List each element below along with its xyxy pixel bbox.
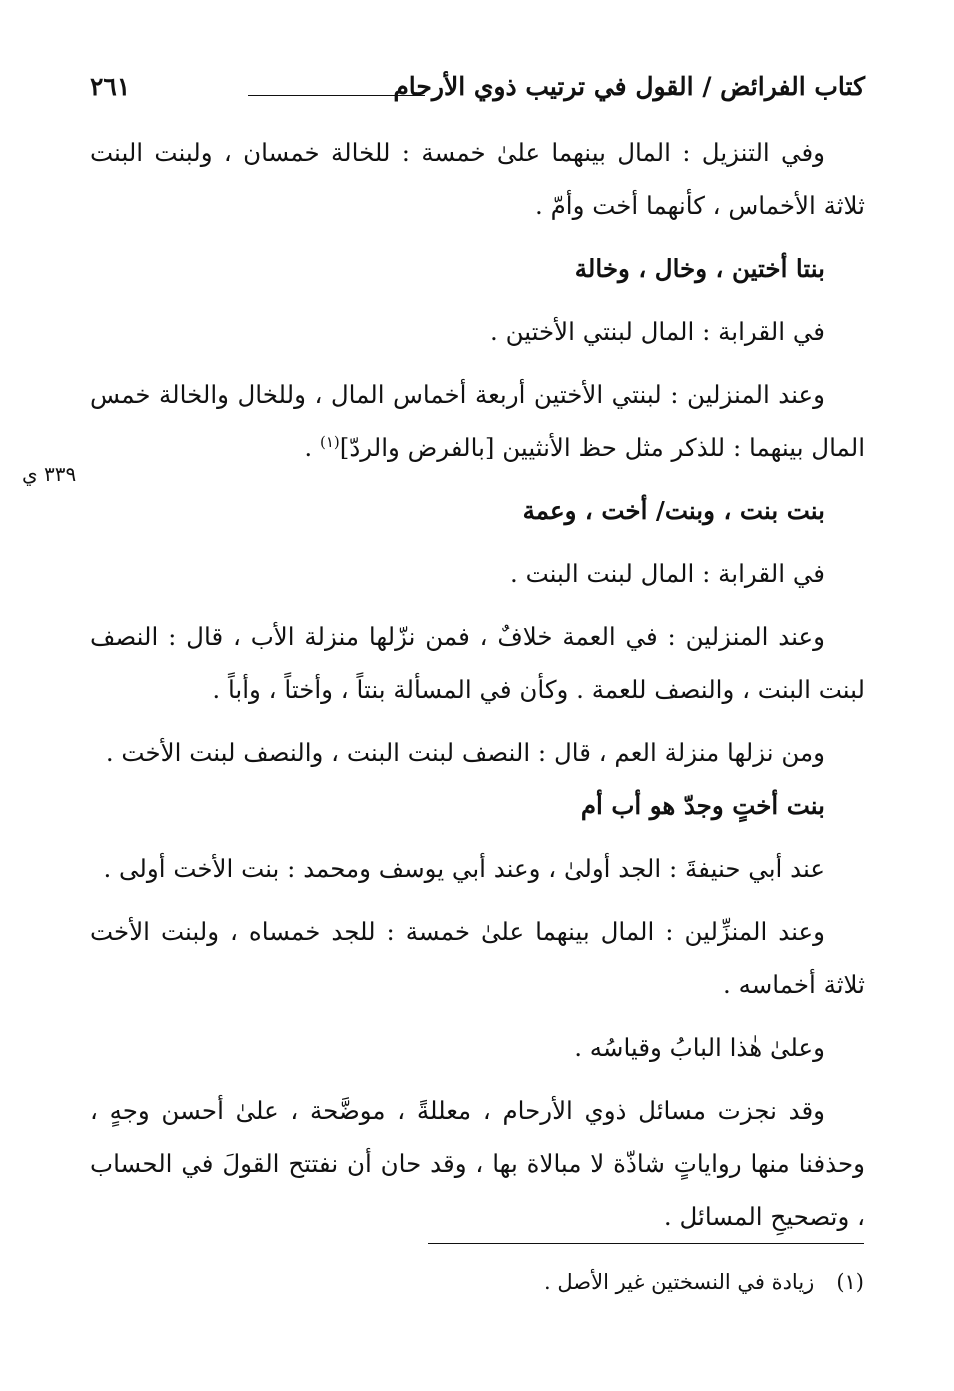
heading-text: بنت بنت ، وبنت/ أخت ، وعمة [522, 496, 825, 525]
paragraph [90, 842, 865, 895]
paragraph [90, 726, 865, 779]
footnote-text: زيادة في النسختين غير الأصل . [544, 1270, 815, 1294]
paragraph-text: وعند المنزلين : لبنتي الأختين أربعة أخماس المال ، وللخال والخالة خمس المال بينهما : للذكر مثل حظ الأنثيين [بالفرض والردّ] [90, 380, 865, 462]
paragraph-text: وعند المنزلين : في العمة خلافٌ ، فمن نزّلها منزلة الأب ، قال : النصف لبنت البنت ، والنصف للعمة . وكأن في المسألة بنتاً ، وأختاً ، وأباً . [90, 622, 865, 704]
paragraph-text: وفي التنزيل : المال بينهما علىٰ خمسة : للخالة خمسان ، ولبنت البنت ثلاثة الأخماس ، كأنهما أخت وأمّ . [90, 138, 865, 220]
paragraph [90, 126, 865, 232]
margin-note: ٣٣٩ ي [22, 462, 77, 486]
paragraph-tail: . [304, 433, 320, 462]
paragraph-text: وقد نجزت مسائل ذوي الأرحام ، معللةً ، موضَّحة ، علىٰ أحسن وجهٍ ، وحذفنا منها رواياتٍ شاذّة لا مبالاة بها ، وقد حان أن نفتتح القولَ في الحساب ، وتصحيحِ المسائل . [90, 1096, 865, 1231]
header-title: كتاب الفرائض / القول في ترتيب ذوي الأرحام [393, 72, 865, 101]
section-heading [90, 484, 865, 537]
paragraph-text: وعند المنزِّلين : المال بينهما علىٰ خمسة : للجد خمساه ، ولبنت الأخت ثلاثة أخماسه . [90, 917, 865, 999]
heading-text: بنتا أختين ، وخال ، وخالة [574, 254, 825, 283]
footnote-number: (١) [836, 1270, 864, 1294]
body-text [90, 126, 865, 1243]
footnote-rule [428, 1243, 864, 1244]
paragraph [90, 1021, 865, 1074]
paragraph-text: ومن نزلها منزلة العم ، قال : النصف لبنت البنت ، والنصف لبنت الأخت . [105, 738, 825, 767]
header-rule [248, 95, 425, 96]
paragraph [90, 1084, 865, 1243]
footnote [544, 1270, 864, 1294]
paragraph-text: وعلىٰ هٰذا البابُ وقياسُه . [574, 1033, 825, 1062]
paragraph [90, 610, 865, 716]
paragraph [90, 905, 865, 1011]
section-heading [90, 242, 865, 295]
page-number: ٢٦١ [90, 72, 131, 101]
paragraph [90, 368, 865, 474]
paragraph-text: في القرابة : المال لبنتي الأختين . [490, 317, 825, 346]
running-header [90, 66, 865, 110]
paragraph-text: في القرابة : المال لبنت البنت . [510, 559, 825, 588]
paragraph [90, 305, 865, 358]
heading-text: بنت أختٍ وجدّ هو أب أم [580, 791, 825, 820]
section-heading [90, 779, 865, 832]
paragraph-text: عند أبي حنيفةَ : الجد أولىٰ ، وعند أبي يوسف ومحمد : بنت الأخت أولى . [103, 854, 825, 883]
footnote-ref: (١) [319, 432, 340, 451]
paragraph [90, 547, 865, 600]
